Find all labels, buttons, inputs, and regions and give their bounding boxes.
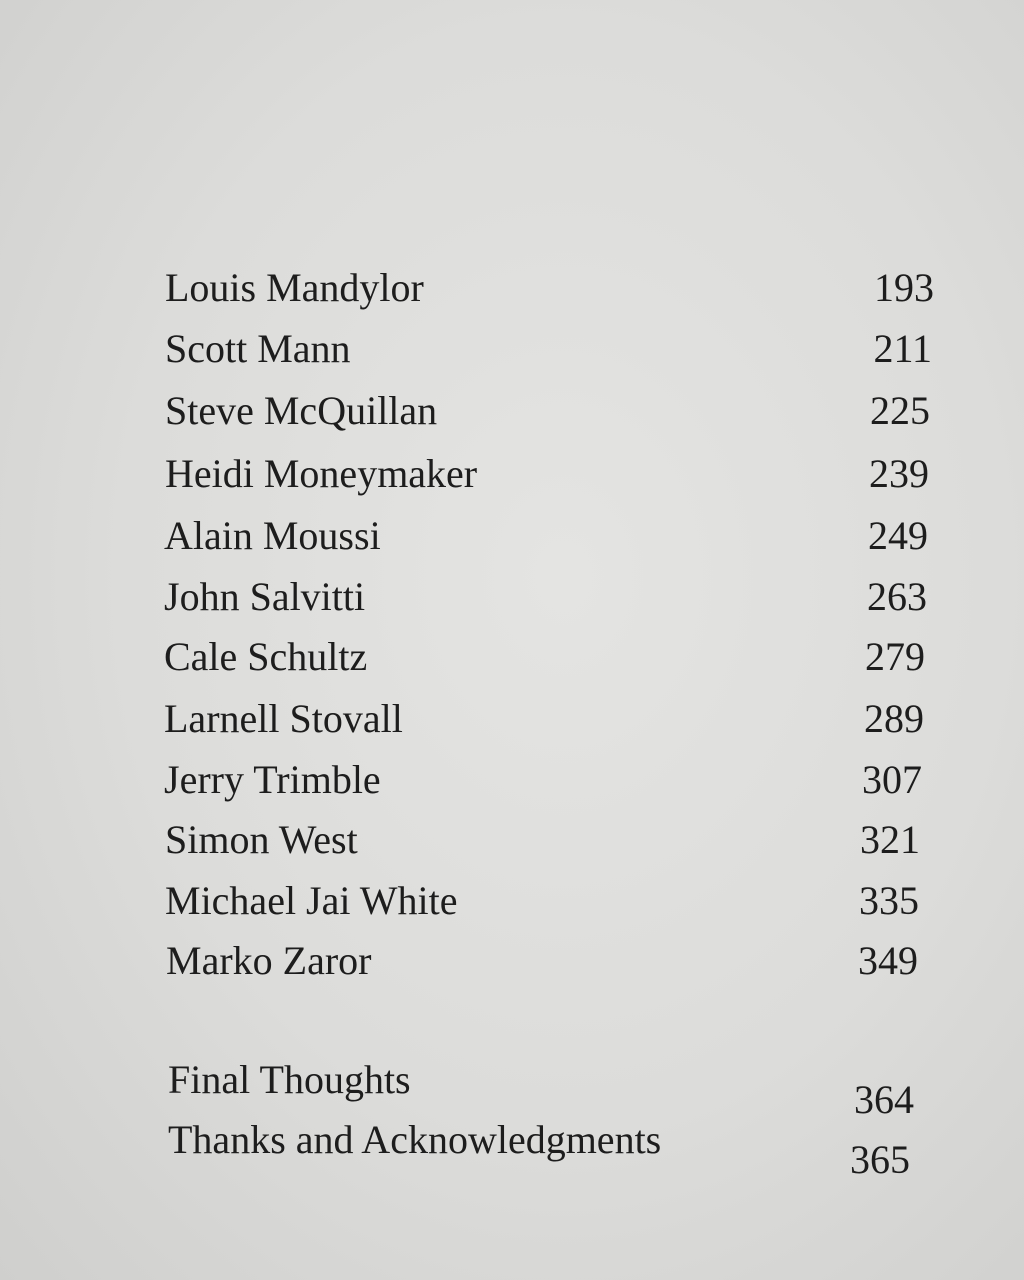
toc-entry-page: 365	[850, 1137, 910, 1182]
toc-entry-name: Alain Moussi	[164, 513, 381, 558]
toc-entry-name: Marko Zaror	[166, 938, 372, 983]
toc-entry	[0, 450, 1024, 498]
toc-entry-page: 321	[860, 817, 920, 862]
toc-entry-page: 249	[868, 513, 928, 558]
toc-entry-page: 263	[867, 574, 927, 619]
toc-entry-page: 289	[864, 696, 924, 741]
toc-entry-page: 335	[859, 878, 919, 923]
toc-entry	[0, 756, 1024, 804]
toc-back-matter-entry	[0, 1116, 1024, 1182]
toc-entry-name: Heidi Moneymaker	[165, 451, 478, 496]
toc-entry-page: 364	[854, 1077, 914, 1122]
toc-entry-name: Larnell Stovall	[164, 696, 403, 741]
toc-entry	[0, 695, 1024, 743]
toc-entry	[0, 325, 1024, 373]
toc-entry	[0, 264, 1024, 312]
toc-entry-name: Steve McQuillan	[165, 388, 438, 433]
toc-back-matter-entry	[0, 1056, 1024, 1122]
toc-entry	[0, 937, 1024, 985]
toc-entry-page: 211	[873, 326, 932, 371]
toc-entry	[0, 573, 1024, 621]
toc-entry-name: Thanks and Acknowledgments	[168, 1117, 662, 1162]
toc-entry-page: 193	[874, 265, 934, 310]
toc-entry-name: Jerry Trimble	[164, 757, 381, 802]
toc-entry-name: Simon West	[165, 817, 358, 862]
toc-entry	[0, 877, 1024, 925]
toc-entry-name: John Salvitti	[164, 574, 366, 619]
toc-entry-page: 279	[865, 634, 925, 679]
toc-entry-page: 349	[858, 938, 918, 983]
toc-entry-name: Final Thoughts	[168, 1057, 411, 1102]
toc-entry-page: 239	[869, 451, 929, 496]
toc-entry-name: Scott Mann	[165, 326, 351, 371]
toc-entry-page: 307	[862, 757, 922, 802]
toc-entry	[0, 633, 1024, 681]
toc-entry-name: Louis Mandylor	[165, 265, 424, 310]
toc-entry	[0, 387, 1024, 435]
toc-entry-page: 225	[870, 388, 930, 433]
toc-entry	[0, 512, 1024, 560]
toc-entry	[0, 816, 1024, 864]
toc-entry-name: Michael Jai White	[165, 878, 458, 923]
toc-entry-name: Cale Schultz	[164, 634, 368, 679]
